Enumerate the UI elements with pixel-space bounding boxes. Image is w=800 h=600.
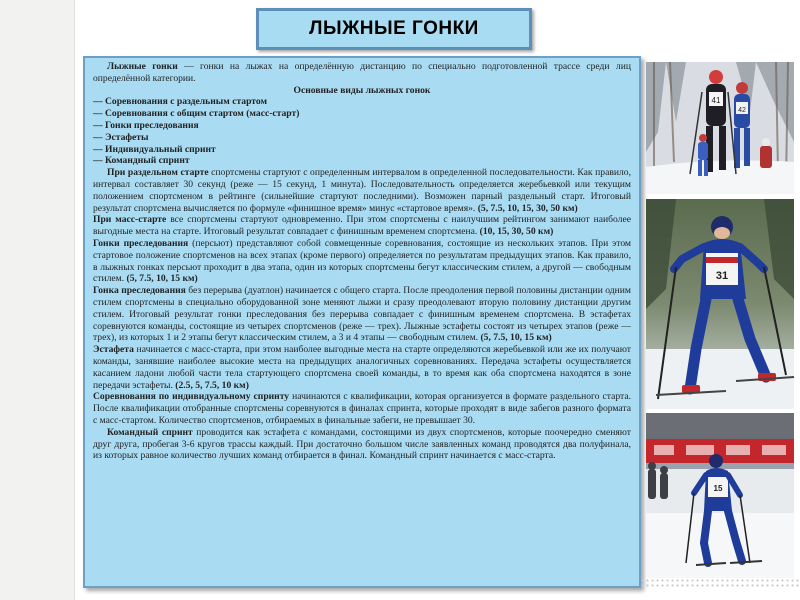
- section-lead: При масс-старте: [93, 214, 167, 226]
- section-lead: Гонка преследования: [93, 285, 186, 297]
- photo-mass-start-skiers: [646, 62, 794, 194]
- section-text: без перерыва (дуатлон) начинается с общего старта. После преодоления первой половины дистанции одним стилем спортсмены в специально оборудованной зоне меняют лыжи и сразу преодолевают вторую половину дистанции другим стилем. Итоговый результат гонки преследования без перерыва совпадает с финишным временем спортсмена. В эстафетах соревнуются команды, состоящие из четырех спортсменов (реже — трех). Лыжные эстафеты состоят из четырех этапов (реже — трех), из которых 1 и 2 этапы бегут классическим стилем, а 3 и 4 этапы — свободным стилем.: [93, 285, 631, 344]
- section-text: начинается с масс-старта, при этом наиболее выгодные места на старте определяются жеребьевкой или же их получают команды, занявшие наиболее высокие места на предыдущих аналогичных соревнованиях. Передача эстафеты осуществляется касанием ладони любой части тела стартующего спортсмена своей команды, в то время как оба спортсмена находятся в зоне передачи эстафеты.: [93, 344, 631, 391]
- type-item: — Индивидуальный спринт: [93, 143, 216, 155]
- decorative-dots: [640, 578, 800, 588]
- section-distances: (10, 15, 30, 50 км): [477, 226, 554, 238]
- type-item: — Эстафеты: [93, 131, 149, 143]
- bib-number: 41: [711, 96, 721, 105]
- section-lead: Гонки преследования: [93, 237, 189, 249]
- bib-number: 42: [738, 107, 746, 114]
- bib-number: 15: [713, 484, 723, 493]
- intro-term: Лыжные гонки: [107, 61, 178, 72]
- bib-number: 31: [715, 270, 729, 282]
- section-distances: (2.5, 5, 7.5, 10 км): [172, 379, 249, 391]
- section-text: начинаются с квалификации, которая организуется в формате раздельного старта. После квалификации отобранные спортсмены соревнуются в финалах спринта, которые проходят в виде забегов разного формата с масс-стартом. Количество спортсменов, отбираемых в финальные забеги, не превышает 30.: [93, 391, 631, 426]
- text-content: [85, 58, 639, 462]
- section-lead: При раздельном старте: [107, 167, 209, 179]
- page-title: ЛЫЖНЫЕ ГОНКИ: [309, 18, 479, 39]
- section-lead: Командный спринт: [107, 426, 193, 438]
- section-paragraph: [93, 391, 631, 426]
- section-lead: Эстафета: [93, 344, 134, 356]
- section-distances: (5, 7.5, 10, 15 км): [478, 332, 552, 344]
- types-heading: Основные виды лыжных гонок: [293, 84, 431, 96]
- photo-sprint-skier: [646, 413, 794, 578]
- left-margin: [0, 0, 75, 600]
- section-distances: (5, 7.5, 10, 15 км): [124, 273, 198, 285]
- intro-paragraph: [93, 61, 631, 85]
- type-item: — Соревнования с раздельным стартом: [93, 96, 268, 108]
- photo-classic-skier: [646, 199, 794, 409]
- section-paragraph: [93, 427, 631, 462]
- section-text: проводится как эстафета с командами, состоящими из двух спортсменов, которые поочередно сменяют друг друга, пробегая 3-6 кругов трассы каждый. При достаточно большом числе заявленных команд проводятся два полуфинала, из которых равное количество лучших команд отбирается в финал. Командный спринт начинается с масс-старта.: [93, 426, 631, 462]
- section-text: спортсмены стартуют с определенным интервалом в определенной последовательности. Как правило, интервал составляет 30 секунд (реже — 15 секунд, 1 минута). Последовательность определяется жеребьевкой или текущим положением спортсменом в рейтинге (сильнейшие стартуют последними). Возможен парный раздельный старт. Итоговый результат спортсмена вычисляется по формуле «финишное время» минус «стартовое время».: [93, 167, 631, 214]
- type-item: — Гонки преследования: [93, 119, 199, 131]
- section-paragraph: [93, 238, 631, 285]
- title-banner: [256, 8, 532, 50]
- type-item: — Командный спринт: [93, 155, 190, 167]
- type-item: — Соревнования с общим стартом (масс-старт): [93, 108, 300, 120]
- intro-text: — гонки на лыжах на определённую дистанцию по специально подготовленной трассе среди лиц определённой категории.: [93, 61, 631, 84]
- text-panel: [83, 56, 641, 588]
- section-text: (персьют) представляют собой совмещенные соревнования, состоящие из нескольких этапов. При этом стартовое положение спортсменов на всех этапах (кроме первого) определяется по результатам предыдущих этапов. Как правило, в лыжных гонках персьют проходит в два этапа, один из которых спортсмены бегут классическим стилем, а другой — свободным стилем.: [93, 237, 631, 285]
- section-paragraph: [93, 344, 631, 391]
- section-paragraph: [93, 285, 631, 344]
- section-paragraph: [93, 214, 631, 238]
- section-paragraph: [93, 167, 631, 214]
- section-lead: Соревнования по индивидуальному спринту: [93, 391, 290, 403]
- section-distances: (5, 7.5, 10, 15, 30, 50 км): [475, 202, 578, 214]
- section-text: все спортсмены стартуют одновременно. При этом спортсмены с наилучшим рейтингом занимают наиболее выгодные места на старте. Итоговый результат совпадает с финишным временем спортсмена.: [93, 214, 631, 238]
